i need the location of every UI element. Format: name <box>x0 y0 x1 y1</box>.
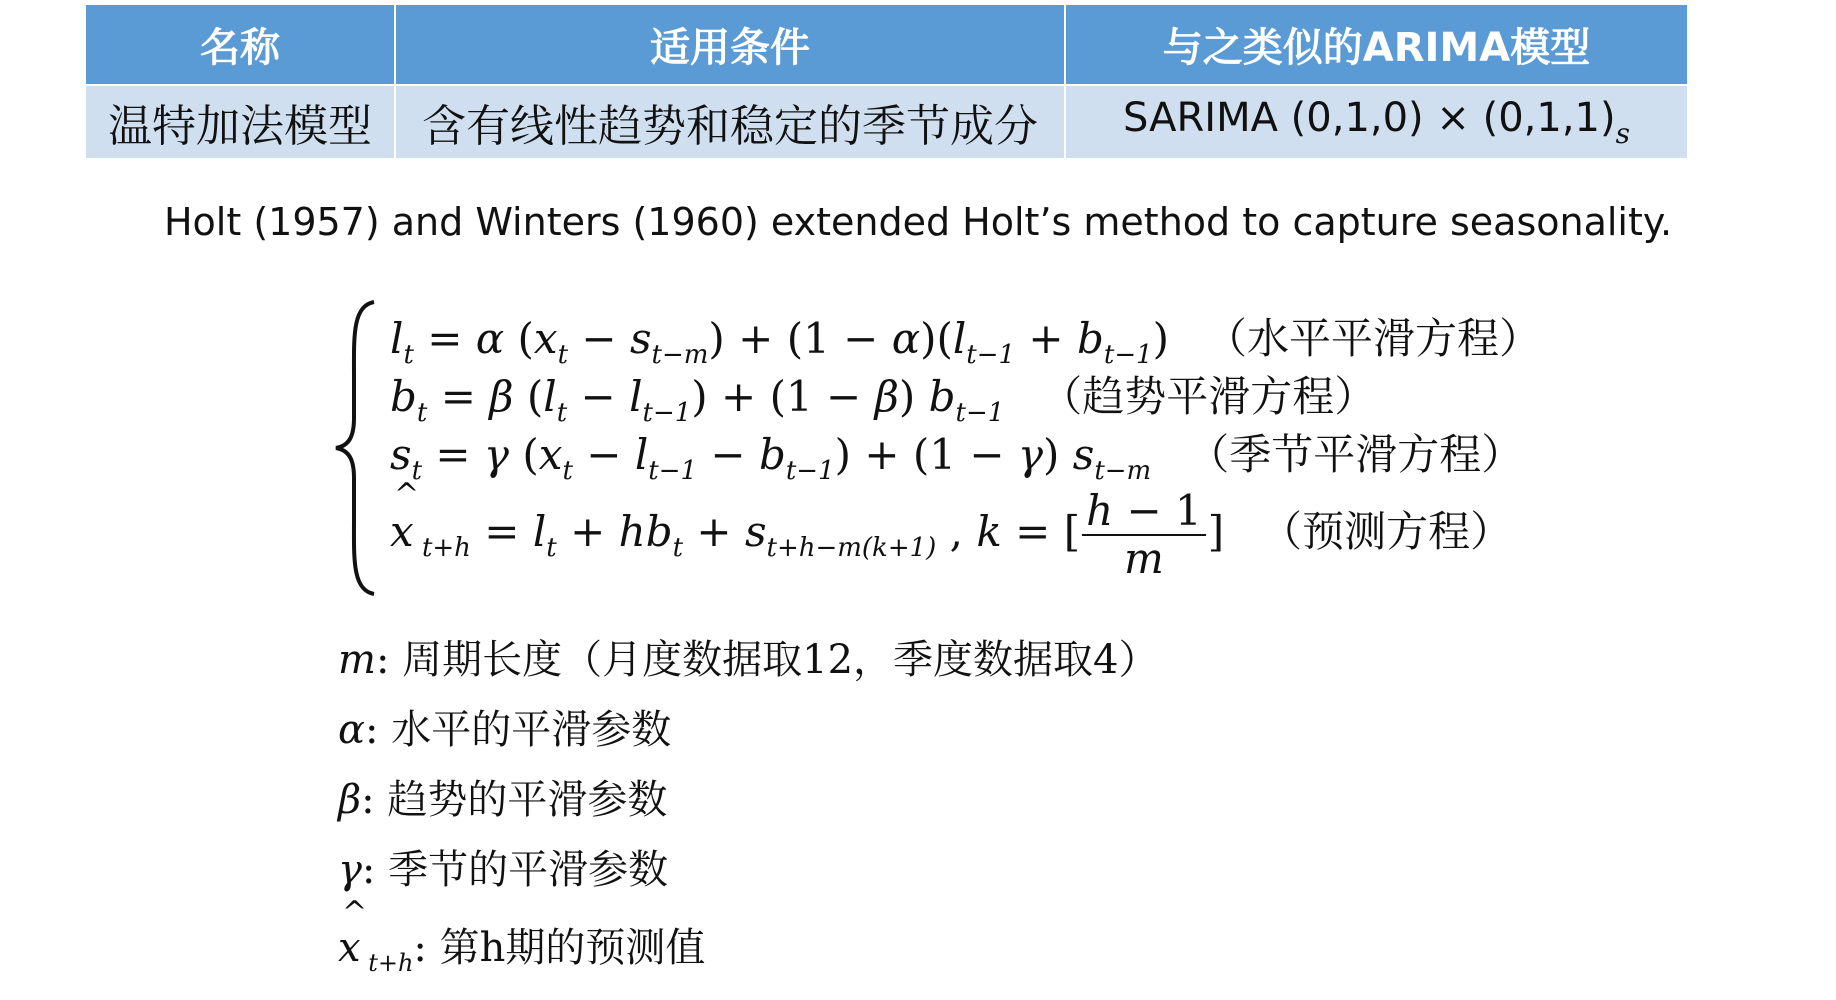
table-row <box>85 85 1688 159</box>
left-brace <box>330 298 380 598</box>
definition-xhat-text: 第h期的预测值 <box>439 925 706 971</box>
definition-xhat: ^ x $_{t+h}$: 第h期的预测值 <box>338 916 705 977</box>
equation-system <box>330 298 1542 598</box>
definition-beta-text: 趋势的平滑参数 <box>387 777 668 823</box>
definition-m-text: 周期长度（月度数据取12，季度数据取4） <box>402 637 1159 683</box>
table-header-row <box>85 4 1688 85</box>
header-name: 名称 <box>85 4 395 85</box>
arima-subscript: s <box>1615 116 1630 150</box>
arima-main: SARIMA (0,1,0) × (0,1,1) <box>1123 94 1616 141</box>
header-arima: 与之类似的ARIMA模型 <box>1065 4 1688 85</box>
definition-alpha-text: 水平的平滑参数 <box>391 707 672 753</box>
model-table <box>84 3 1689 160</box>
trend-note: （趋势平滑方程） <box>1040 372 1377 421</box>
cell-condition: 含有线性趋势和稳定的季节成分 <box>395 85 1065 159</box>
seasonal-equation: $s_t = \gamma$ $(x_t - l_{t-1} - b_{t-1}) + (1 - \gamma)$ $s_{t-m}$ （季节平滑方程） <box>390 430 1524 486</box>
header-condition: 适用条件 <box>395 4 1065 85</box>
level-equation: $l_t = \alpha$ $(x_t - s_{t-m}) + (1 - \alpha)(l_{t-1} + b_{t-1})$ （水平平滑方程） <box>390 314 1542 370</box>
level-note: （水平平滑方程） <box>1205 314 1542 363</box>
definition-alpha: α: 水平的平滑参数 <box>338 707 672 753</box>
intro-text: Holt (1957) and Winters (1960) extended Holt’s method to capture seasonality. <box>163 200 1673 244</box>
definition-gamma-text: 季节的平滑参数 <box>388 847 669 893</box>
definition-gamma: γ: 季节的平滑参数 <box>338 847 669 893</box>
cell-model-name: 温特加法模型 <box>85 85 395 159</box>
trend-equation: $b_t = \beta$ $(l_t - l_{t-1}) + (1 - \beta)$ $b_{t-1}$ （趋势平滑方程） <box>390 372 1377 428</box>
forecast-equation: ^ x $_{t+h} = l_t + hb_t + s_{t+h-m(k+1)}$ , k = [ $\frac{h - 1}{m}$ ] （预测方程） <box>390 488 1512 582</box>
seasonal-note: （季节平滑方程） <box>1187 430 1524 479</box>
cell-arima <box>1065 85 1688 159</box>
definition-m: m: 周期长度（月度数据取12，季度数据取4） <box>338 637 1159 683</box>
forecast-note: （预测方程） <box>1260 507 1513 556</box>
definition-beta: β: 趋势的平滑参数 <box>338 777 668 823</box>
